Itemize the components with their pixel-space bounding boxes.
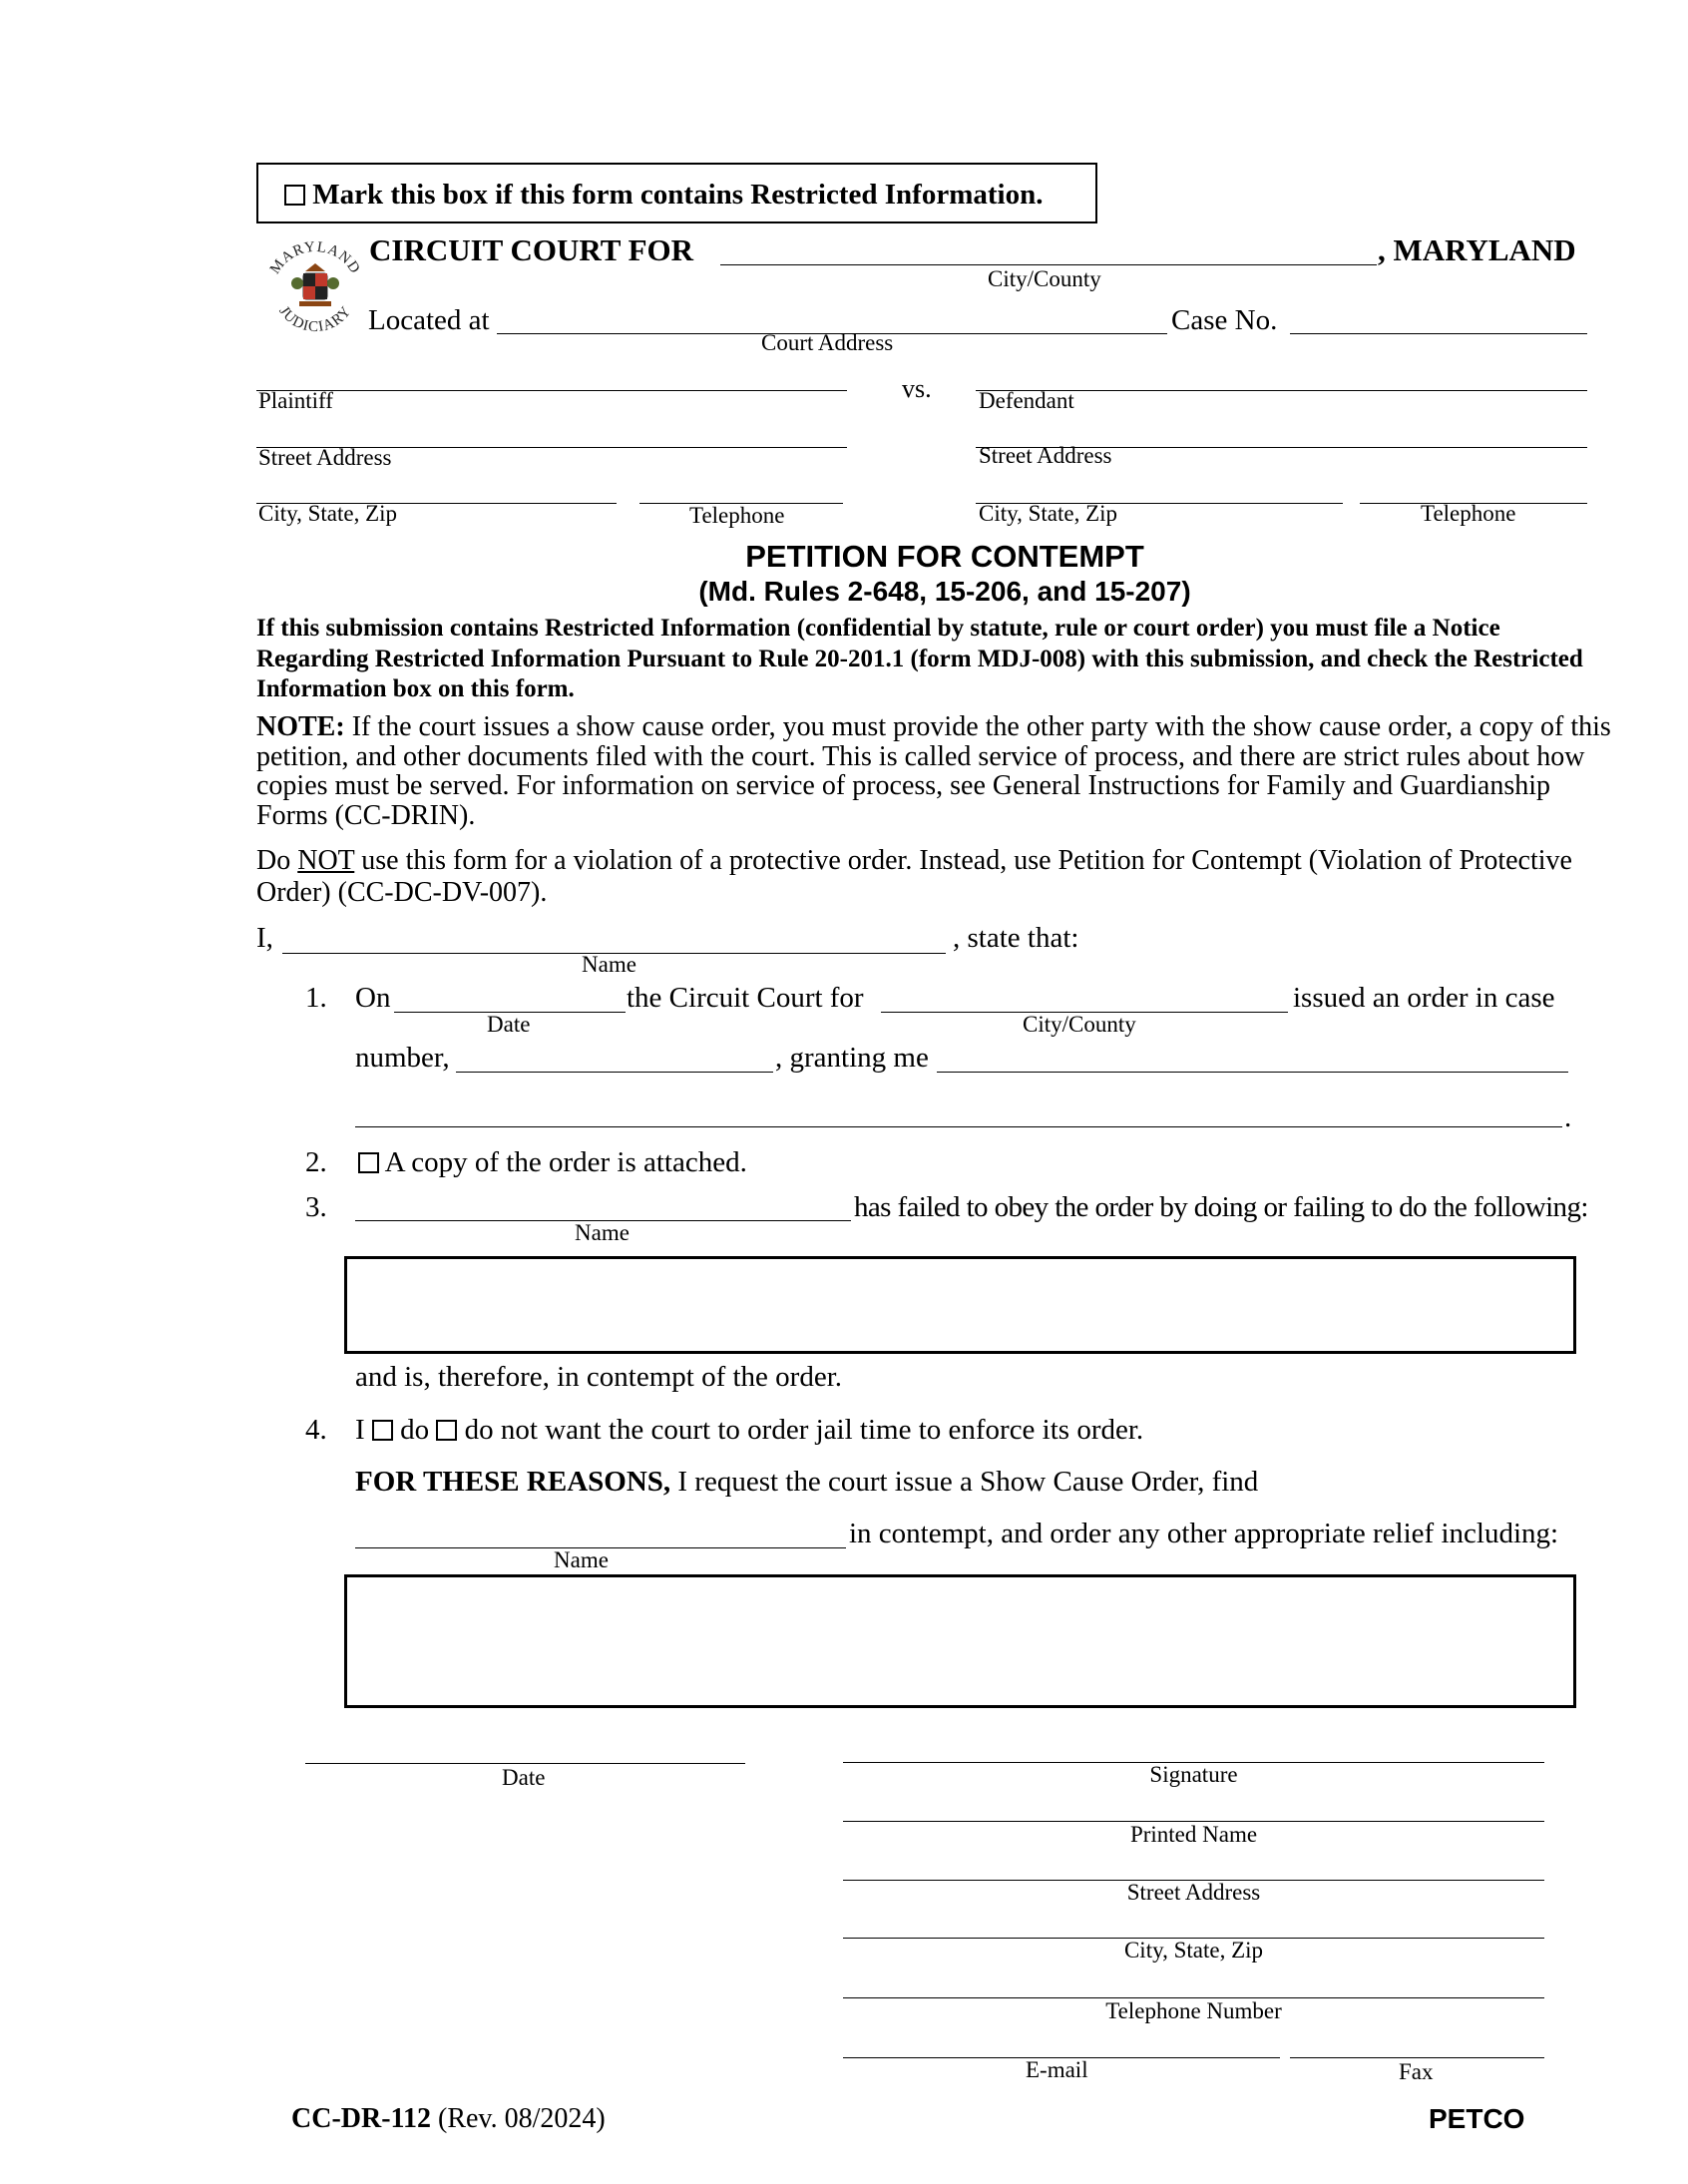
on-label: On <box>355 982 391 1014</box>
signature-caption: Signature <box>1149 1762 1238 1787</box>
case-no-line[interactable] <box>1290 333 1587 334</box>
granting-me-label: , granting me <box>775 1042 929 1074</box>
do-not-label: do not want the court to order jail time to enforce its order. <box>464 1414 1144 1446</box>
form-number: CC-DR-112 <box>291 2103 431 2134</box>
seal-bottom-text: JUDICIARY <box>275 302 355 336</box>
i-word: I <box>355 1414 365 1446</box>
seal-top-text: MARYLAND <box>266 238 364 277</box>
plaintiff-telephone-caption: Telephone <box>689 503 785 528</box>
not-word: NOT <box>297 845 355 876</box>
email-caption: E-mail <box>1026 2057 1088 2082</box>
petitioner-name-caption: Name <box>582 952 636 977</box>
court-address-caption: Court Address <box>761 330 894 355</box>
protective-order-text: use this form for a violation of a protective order. Instead, use Petition for Contempt (Violation of Protective Order) (CC-DC-DV-007). <box>256 845 1572 908</box>
item-3-number: 3. <box>305 1191 327 1223</box>
vs-label: vs. <box>902 374 932 403</box>
circuit-court-label: CIRCUIT COURT FOR <box>369 232 694 267</box>
granting-me-line-2[interactable] <box>355 1126 1562 1127</box>
maryland-judiciary-seal-icon <box>259 231 371 343</box>
form-code-footer: PETCO <box>1429 2103 1525 2134</box>
order-date-caption: Date <box>487 1012 531 1037</box>
city-county-line[interactable] <box>720 264 1377 265</box>
service-note <box>256 712 1623 830</box>
jail-time-do-not-checkbox[interactable] <box>436 1420 457 1441</box>
svg-text:JUDICIARY <box>275 303 354 335</box>
reasons-row <box>355 1466 1258 1499</box>
located-at-label: Located at <box>368 304 490 336</box>
defendant-street-caption: Street Address <box>979 443 1112 468</box>
relief-details-textarea[interactable] <box>344 1574 1576 1708</box>
i-label: I, <box>256 922 273 954</box>
jail-time-row <box>355 1414 1143 1447</box>
coat-of-arms-icon <box>291 263 339 306</box>
restricted-info-label: Mark this box if this form contains Restricted Information. <box>312 179 1044 211</box>
svg-text:MARYLAND <box>267 239 363 277</box>
restricted-info-box <box>256 163 1097 223</box>
form-number-footer <box>291 2103 606 2135</box>
copy-attached-checkbox[interactable] <box>358 1152 379 1173</box>
item-4-number: 4. <box>305 1414 327 1446</box>
case-number-line[interactable] <box>456 1072 773 1073</box>
fax-caption: Fax <box>1399 2059 1434 2084</box>
respondent-name-caption: Name <box>575 1220 630 1245</box>
state-that-label: , state that: <box>953 922 1079 954</box>
telephone-number-caption: Telephone Number <box>1105 1998 1282 2023</box>
reasons-text: I request the court issue a Show Cause Order, find <box>670 1466 1259 1498</box>
defendant-caption: Defendant <box>979 388 1074 413</box>
in-contempt-label: and is, therefore, in contempt of the order. <box>355 1361 843 1393</box>
signer-city-caption: City, State, Zip <box>1123 1938 1264 1963</box>
contempt-name-caption: Name <box>554 1547 609 1572</box>
do-label: do <box>400 1414 430 1446</box>
plaintiff-city-caption: City, State, Zip <box>258 501 398 526</box>
defendant-city-caption: City, State, Zip <box>979 501 1118 526</box>
reasons-label: FOR THESE REASONS, <box>355 1466 671 1498</box>
signer-street-caption: Street Address <box>1126 1880 1261 1905</box>
city-county-caption: City/County <box>988 266 1101 291</box>
defendant-telephone-caption: Telephone <box>1421 501 1516 526</box>
date-signed-caption: Date <box>502 1765 546 1790</box>
note-text: If the court issues a show cause order, you must provide the other party with the show cause order, a copy of this petition, and other documents filed with the court. This is called service of process, and there are strict rules about how copies must be served. For information on service of process, see General Instructions for Family and Guardianship Forms (CC-DRIN). <box>256 711 1611 831</box>
printed-name-caption: Printed Name <box>1129 1822 1258 1847</box>
item-1-number: 1. <box>305 982 327 1014</box>
order-city-county-caption: City/County <box>1023 1012 1136 1037</box>
number-label: number, <box>355 1042 450 1074</box>
case-no-label: Case No. <box>1171 304 1278 336</box>
copy-attached-row <box>358 1146 747 1179</box>
contempt-relief-label: in contempt, and order any other appropriate relief including: <box>849 1518 1559 1549</box>
form-title: PETITION FOR CONTEMPT <box>745 539 1144 574</box>
plaintiff-caption: Plaintiff <box>258 388 333 413</box>
copy-attached-label: A copy of the order is attached. <box>384 1146 747 1178</box>
granting-me-line[interactable] <box>937 1072 1568 1073</box>
form-rules-subtitle: (Md. Rules 2-648, 15-206, and 15-207) <box>698 576 1191 607</box>
form-revision: (Rev. 08/2024) <box>431 2103 606 2134</box>
plaintiff-street-caption: Street Address <box>258 445 392 470</box>
violation-details-textarea[interactable] <box>344 1256 1576 1354</box>
issued-order-label: issued an order in case <box>1293 982 1555 1014</box>
plaintiff-line[interactable] <box>256 390 847 391</box>
jail-time-do-checkbox[interactable] <box>372 1420 393 1441</box>
restricted-notice: If this submission contains Restricted Information (confidential by statute, rule or court order) you must file a Notice Regarding Restricted Information Pursuant to Rule 20-201.1 (form MDJ-008) with this submission, and check the Restricted Information box on this form. <box>256 615 1583 702</box>
circuit-court-for-label: the Circuit Court for <box>627 982 864 1014</box>
restricted-info-checkbox[interactable] <box>284 185 305 206</box>
fax-line[interactable] <box>1290 2057 1544 2058</box>
protective-order-note <box>256 845 1623 909</box>
failed-to-obey-label: has failed to obey the order by doing or failing to do the following: <box>854 1191 1588 1223</box>
item-2-number: 2. <box>305 1146 327 1178</box>
maryland-label: , MARYLAND <box>1378 232 1576 267</box>
note-label: NOTE: <box>256 711 345 742</box>
item-1-period: . <box>1564 1101 1572 1133</box>
do-word: Do <box>256 845 298 876</box>
